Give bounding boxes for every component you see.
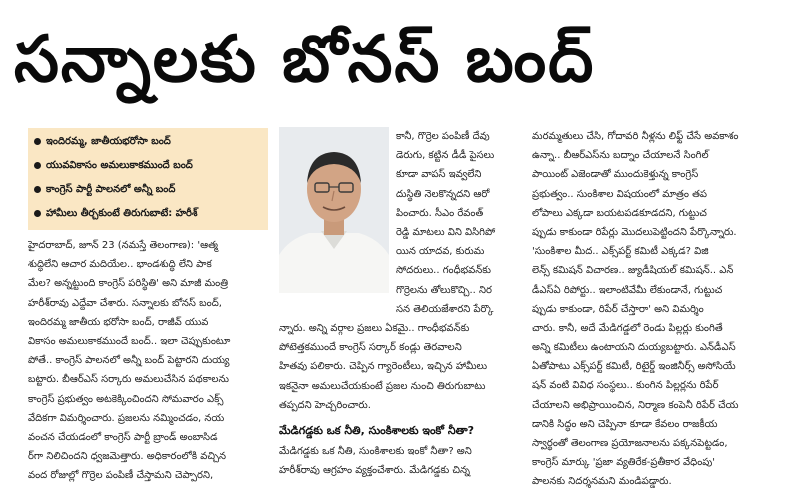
text-line: స్వార్థంతో తెలంగాణ ప్రయోజనాలను పక్కనపెట్టడం, [532,438,728,449]
highlight-item: యువవికాసం అమలుకాకముందే బంద్ [34,155,264,177]
text-line: తప్పదని హెచ్చరించారు. [279,399,371,411]
text-line: సన తెలియజేశారని పేర్కొ [396,303,494,315]
text-line: హితవు పలికారు. చెప్పిన గ్యారెంటీలు, ఇచ్చిన హామీలు [279,361,488,373]
bullet-icon [34,162,41,169]
text-line: వికాసం అమలుకాకముందే బంద్.. ఇలా చెప్పుకుంటూ [28,335,231,347]
text-line: కాంగ్రెస్ మార్కు 'ప్రజా వ్యతిరేక-ప్రతీకార వేధింపు' [532,457,716,469]
text-line: పించారు. సీఎం రేవంత్ [396,207,484,219]
column-2-top [396,127,526,319]
text-line: లెన్స్ కమిషన్ విచారణ.. జ్యుడీషియల్ కమిషన్.. ఎన్ [532,265,734,277]
text-line: షన్ వంటి వివిధ సంస్థలు.. కుంగిన పిల్లర్లను రిపేర్ [532,380,719,392]
text-line: డెరుగు, కట్టిన డీడీ పైసలు [396,150,495,162]
text-line: పాయింట్ ఎజెండాతో ముందుకెళ్తున్న కాంగ్రెస్ [532,169,699,181]
text-line: పోటెత్తకముందే కాంగ్రెస్ సర్కార్ కండ్లు తెరవాలని [279,342,462,354]
text-line: దుస్థితి నెలకొన్నదని ఆరో [396,188,490,200]
text-line: ర్‌గా నిలిచిందని ధ్వజమెత్తారు. అధికారంలోకి వచ్చిన [28,451,227,463]
text-line: మేడిగడ్డకు ఒక నీతి, సుంకిశాలకు ఇంకో నీతా? అని [279,446,472,458]
text-line: రెడ్డి మాటలు విని విసిగిపో [396,226,496,238]
column-1 [28,236,274,485]
text-line: ఉన్నా.. బీఆర్‌ఎస్‌ను బద్నాం చేయాలనే సింగిల్ [532,150,709,162]
highlight-item: ఇందిరమ్మ, జాతీయభరోసా బంద్ [34,131,264,153]
bullet-icon [34,186,41,193]
text-line: డానికి సిద్ధం అని చెప్పినా కూడా కేవలం రాజకీయ [532,418,718,430]
text-line: బట్టారు. బీఆర్‌ఎస్ సర్కారు అమలుచేసిన పథకాలను [28,374,229,386]
section-subheading: మేడిగడ్డకు ఒక నీతి, సుంకిశాలకు ఇంకో నీతా? [279,423,474,437]
text-line: పోతే.. కాంగ్రెస్ పాలనలో అన్నీ బంద్ పెట్టారని దుయ్య [28,355,230,367]
highlight-item: హామీలు తీర్చకుంటే తిరుగుబాటే: హరీశ్ [34,203,264,225]
portrait-photo [279,127,389,293]
text-line: వంచన చేయడంలో కాంగ్రెస్ పార్టీ బ్రాండ్ అంబాసిడ [28,431,218,443]
text-line: లోపాలు ఎక్కడా బయటపడకూడదని, గుట్టుచ [532,207,707,219]
text-line: ప్పుడు కాకుండా రిపేర్లు మొదలుపెట్టిందని పేర్కొన్నారు. [532,226,737,238]
text-line: ప్రభుత్వం.. సుంకిశాల విషయంలో మాత్రం తప [532,188,707,200]
highlight-item: కాంగ్రెస్ పార్టీ పాలనలో అన్నీ బంద్ [34,179,264,201]
highlights-box [28,128,268,230]
text-line: చారు. కానీ, అదే మేడిగడ్డలో రెండు పిల్లర్లు కుంగితే [532,322,723,334]
text-line: 'సుంకిశాల మీద.. ఎక్స్‌పర్ట్ కమిటీ ఎక్కడ? విజి [532,246,709,258]
text-line: కాంగ్రెస్ ప్రభుత్వం అటకెక్కించిందని సోమవారం ఎక్స్ [28,393,224,405]
text-line: ప్పుడు కాకుండా, రిపేర్ చేస్తారా' అని విమర్శిం [532,303,704,315]
text-line: గొర్రెలను తోలుకొచ్చి.. నిర [396,284,492,296]
headline: సన్నాలకు బోనస్ బంద్ [14,23,596,97]
text-line: చేయాలని అభిప్రాయించిన, నిర్మాణ కంపెనీ రిపేర్ చేయ [532,399,739,411]
text-line: అన్ని కమిటీలు ఉంటాయని దుయ్యబట్టారు. ఎన్‌డీఎస్‌ [532,342,736,354]
text-line: శుద్ధిలేని ఆచార మదియేల.. భాండశుద్ధి లేని పాక [28,259,212,271]
text-line: హైదరాబాద్, జూన్ 23 (నమస్తే తెలంగాణ): 'ఆత్మ [28,240,218,251]
text-line: మేల? అన్నట్టుంది కాంగ్రెస్ పరిస్థితి' అని మాజీ మంత్రి [28,278,229,290]
bullet-icon [34,138,41,145]
text-line: మరమ్మతులు చేసి, గోదావరి నీళ్లను లిఫ్ట్ చేసే అవకాశం [532,131,739,142]
text-line: వంద రోజుల్లో గొర్రెల పంపిణీ చేస్తామని చెప్పారని, [28,470,214,482]
text-line: ఇకనైనా అమలుచేయకుంటే ప్రజల నుంచి తిరుగుబాటు [279,380,486,392]
text-line: వేదికగా విమర్శించారు. ప్రజలను నమ్మించడం, నయ [28,412,225,424]
text-line: యిన యాదవ, కురుమ [396,246,485,258]
text-line: ఇందిరమ్మ జాతీయ భరోసా బంద్, రాజీవ్ యువ [28,316,209,328]
text-line: హరీశ్‌రావు ఎద్దేవా చేశారు. సన్నాలకు బోనస్ బంద్, [28,297,222,309]
text-line: సోదరులు.. గంధీభవన్‌కు [396,265,491,277]
text-line: పాలనకు నిదర్శనమని మండిపడ్డారు. [532,476,672,488]
text-line: ఏతోపాటు ఎక్స్‌పర్ట్ కమిటీ, రిటైర్డ్ ఇంజినీర్స్ అసోసియే [532,361,736,373]
text-line: న్నారు. అన్ని వర్గాల ప్రజలు ఏకమై.. గాంధీభవన్‌కు [279,323,470,334]
text-line: డీఎస్‌ఏ రిపోర్టు.. ఇలాంటివేమీ లేకుండానే, గుట్టుచ [532,284,723,296]
text-line: కూడా వాపస్ ఇవ్వలేని [396,169,482,181]
bullet-icon [34,210,41,217]
person-portrait-icon [279,127,389,293]
column-3 [532,127,780,492]
text-line: హరీశ్‌రావు ఆగ్రహం వ్యక్తంచేశారు. మేడిగడ్డకు చిన్న [279,465,471,477]
text-line: కానీ, గొర్రెల పంపిణీ దేవు [396,131,490,142]
column-2-bottom [279,319,526,481]
